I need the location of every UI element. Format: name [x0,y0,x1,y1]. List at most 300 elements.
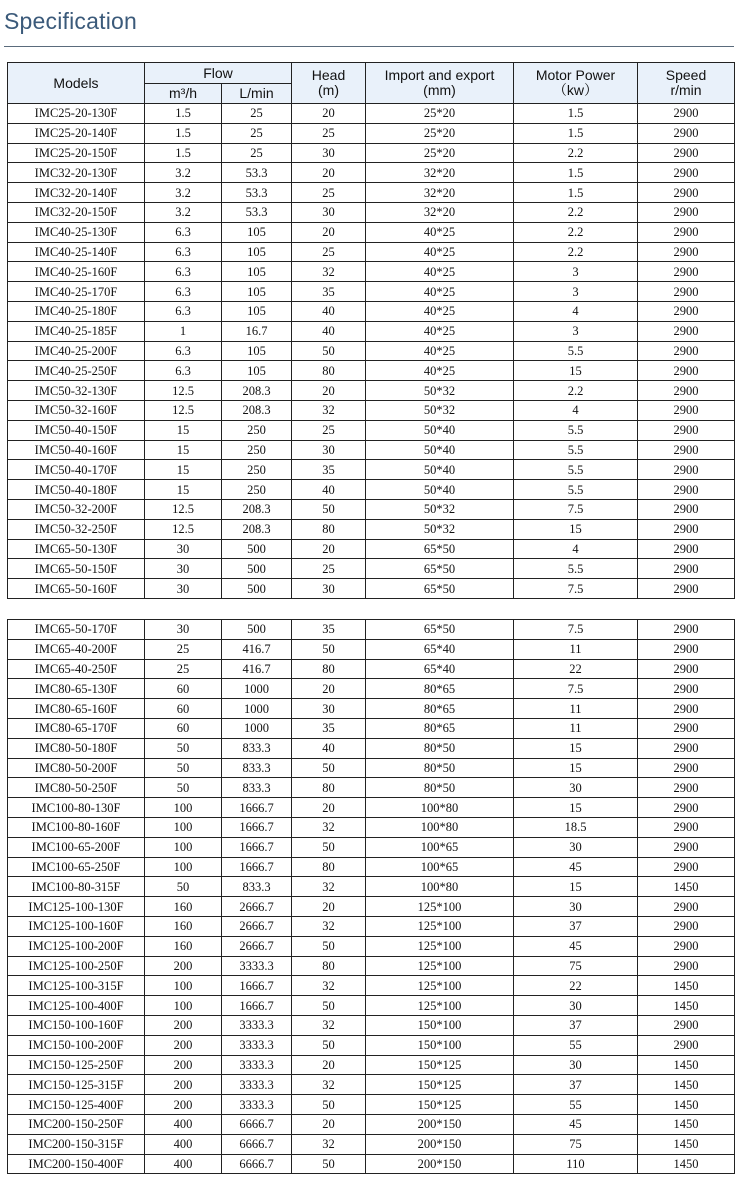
table-row [8,817,735,837]
cell-speed: 2900 [638,440,735,460]
cell-flow-lmin: 3333.3 [222,956,292,976]
cell-speed: 2900 [638,242,735,262]
table-row [8,104,735,124]
cell-flow-lmin: 500 [222,559,292,579]
cell-head: 35 [292,460,366,480]
table-row [8,1154,735,1174]
table-row [8,321,735,341]
header-speed-unit: r/min [670,82,702,98]
cell-flow-lmin: 500 [222,539,292,559]
cell-motor-power: 5.5 [514,420,638,440]
cell-speed: 2900 [638,321,735,341]
table-row [8,559,735,579]
cell-import-export: 25*20 [366,104,514,124]
cell-flow-m3h: 15 [145,440,222,460]
cell-head: 35 [292,620,366,640]
cell-flow-lmin: 1666.7 [222,857,292,877]
cell-flow-lmin: 6666.7 [222,1114,292,1134]
cell-head: 30 [292,699,366,719]
cell-flow-lmin: 1666.7 [222,798,292,818]
cell-flow-lmin: 16.7 [222,321,292,341]
cell-model: IMC50-32-200F [8,499,145,519]
header-flow-lmin: L/min [222,84,292,104]
table-row [8,341,735,361]
table-row [8,1114,735,1134]
header-head-unit: (m) [318,82,339,98]
cell-motor-power: 5.5 [514,341,638,361]
table-row [8,718,735,738]
cell-import-export: 150*125 [366,1055,514,1075]
cell-head: 40 [292,738,366,758]
cell-flow-m3h: 12.5 [145,519,222,539]
table-row [8,381,735,401]
cell-import-export: 50*32 [366,519,514,539]
cell-speed: 2900 [638,916,735,936]
cell-motor-power: 7.5 [514,620,638,640]
cell-import-export: 80*50 [366,758,514,778]
cell-flow-m3h: 200 [145,1015,222,1035]
cell-speed: 2900 [638,559,735,579]
table-row [8,877,735,897]
cell-flow-lmin: 1666.7 [222,996,292,1016]
cell-model: IMC50-32-130F [8,381,145,401]
cell-import-export: 125*100 [366,936,514,956]
cell-head: 50 [292,499,366,519]
cell-head: 50 [292,996,366,1016]
cell-head: 50 [292,639,366,659]
cell-head: 32 [292,400,366,420]
cell-head: 30 [292,143,366,163]
cell-flow-m3h: 100 [145,817,222,837]
header-head-label: Head [311,67,346,83]
table-row [8,400,735,420]
cell-model: IMC40-25-130F [8,222,145,242]
cell-motor-power: 15 [514,798,638,818]
table-row [8,916,735,936]
cell-motor-power: 15 [514,758,638,778]
cell-model: IMC50-40-180F [8,480,145,500]
cell-flow-lmin: 3333.3 [222,1035,292,1055]
table-row [8,519,735,539]
cell-motor-power: 11 [514,639,638,659]
cell-flow-m3h: 1.5 [145,104,222,124]
cell-flow-m3h: 6.3 [145,242,222,262]
cell-motor-power: 37 [514,1015,638,1035]
cell-motor-power: 30 [514,1055,638,1075]
cell-flow-lmin: 1000 [222,718,292,738]
cell-speed: 2900 [638,718,735,738]
cell-motor-power: 4 [514,539,638,559]
cell-flow-lmin: 833.3 [222,877,292,897]
cell-motor-power: 75 [514,1134,638,1154]
table-row [8,996,735,1016]
cell-head: 25 [292,559,366,579]
cell-import-export: 150*100 [366,1015,514,1035]
cell-import-export: 100*65 [366,837,514,857]
cell-motor-power: 18.5 [514,817,638,837]
cell-flow-m3h: 50 [145,738,222,758]
table-row [8,679,735,699]
cell-flow-lmin: 1666.7 [222,817,292,837]
cell-flow-lmin: 416.7 [222,659,292,679]
cell-speed: 2900 [638,519,735,539]
cell-speed: 1450 [638,1095,735,1115]
cell-motor-power: 11 [514,718,638,738]
cell-model: IMC150-125-315F [8,1075,145,1095]
cell-flow-lmin: 833.3 [222,738,292,758]
table-row [8,539,735,559]
cell-flow-m3h: 30 [145,620,222,640]
cell-model: IMC150-125-400F [8,1095,145,1115]
cell-import-export: 50*40 [366,460,514,480]
cell-import-export: 125*100 [366,916,514,936]
table-row [8,659,735,679]
table-row [8,123,735,143]
cell-speed: 2900 [638,361,735,381]
cell-model: IMC50-32-250F [8,519,145,539]
cell-flow-lmin: 500 [222,620,292,640]
cell-speed: 2900 [638,817,735,837]
cell-motor-power: 75 [514,956,638,976]
cell-model: IMC125-100-200F [8,936,145,956]
cell-speed: 2900 [638,857,735,877]
cell-head: 30 [292,579,366,599]
header-import-label: Import and export [384,67,495,83]
table-row [8,361,735,381]
cell-speed: 2900 [638,123,735,143]
cell-model: IMC80-50-180F [8,738,145,758]
cell-head: 20 [292,1055,366,1075]
cell-import-export: 65*40 [366,659,514,679]
cell-head: 20 [292,798,366,818]
cell-flow-m3h: 200 [145,1035,222,1055]
cell-speed: 2900 [638,659,735,679]
cell-motor-power: 4 [514,301,638,321]
cell-motor-power: 7.5 [514,499,638,519]
cell-flow-m3h: 60 [145,699,222,719]
cell-flow-m3h: 60 [145,718,222,738]
cell-import-export: 125*100 [366,897,514,917]
cell-speed: 1450 [638,1154,735,1174]
cell-speed: 2900 [638,222,735,242]
cell-speed: 2900 [638,499,735,519]
page-title: Specification [4,8,138,34]
cell-speed: 2900 [638,420,735,440]
cell-flow-lmin: 1000 [222,699,292,719]
cell-import-export: 50*32 [366,381,514,401]
cell-model: IMC100-80-160F [8,817,145,837]
table-row [8,440,735,460]
cell-speed: 2900 [638,738,735,758]
cell-speed: 2900 [638,341,735,361]
cell-import-export: 100*80 [366,798,514,818]
cell-motor-power: 3 [514,321,638,341]
cell-head: 20 [292,222,366,242]
cell-import-export: 200*150 [366,1154,514,1174]
cell-flow-m3h: 6.3 [145,341,222,361]
cell-motor-power: 55 [514,1035,638,1055]
cell-import-export: 100*80 [366,877,514,897]
header-import-export [366,63,514,104]
cell-flow-m3h: 6.3 [145,301,222,321]
cell-import-export: 125*100 [366,976,514,996]
cell-flow-m3h: 200 [145,1075,222,1095]
cell-flow-m3h: 12.5 [145,381,222,401]
header-import-unit: (mm) [423,82,456,98]
cell-speed: 2900 [638,282,735,302]
table-row [8,897,735,917]
cell-flow-lmin: 105 [222,222,292,242]
cell-model: IMC100-65-250F [8,857,145,877]
cell-flow-lmin: 250 [222,440,292,460]
table-row [8,242,735,262]
cell-head: 20 [292,679,366,699]
cell-head: 80 [292,659,366,679]
cell-speed: 2900 [638,579,735,599]
cell-model: IMC32-20-150F [8,202,145,222]
cell-motor-power: 45 [514,857,638,877]
cell-speed: 1450 [638,1055,735,1075]
cell-flow-lmin: 250 [222,420,292,440]
cell-head: 32 [292,1134,366,1154]
header-speed [638,63,735,104]
cell-flow-m3h: 30 [145,579,222,599]
table-row [8,202,735,222]
cell-flow-lmin: 105 [222,301,292,321]
cell-flow-m3h: 100 [145,837,222,857]
cell-flow-m3h: 6.3 [145,262,222,282]
cell-import-export: 65*50 [366,559,514,579]
cell-flow-lmin: 105 [222,341,292,361]
table-row [8,1055,735,1075]
cell-model: IMC40-25-185F [8,321,145,341]
cell-motor-power: 2.2 [514,222,638,242]
cell-import-export: 50*32 [366,499,514,519]
cell-import-export: 40*25 [366,282,514,302]
cell-import-export: 100*65 [366,857,514,877]
cell-import-export: 65*40 [366,639,514,659]
cell-head: 32 [292,1015,366,1035]
cell-motor-power: 7.5 [514,679,638,699]
cell-head: 25 [292,183,366,203]
cell-import-export: 150*125 [366,1095,514,1115]
cell-head: 40 [292,321,366,341]
cell-model: IMC80-50-250F [8,778,145,798]
cell-head: 25 [292,242,366,262]
cell-head: 20 [292,1114,366,1134]
cell-model: IMC65-50-150F [8,559,145,579]
cell-model: IMC80-65-160F [8,699,145,719]
cell-motor-power: 5.5 [514,559,638,579]
cell-flow-m3h: 100 [145,976,222,996]
table-row [8,262,735,282]
cell-head: 20 [292,104,366,124]
cell-model: IMC40-25-160F [8,262,145,282]
cell-motor-power: 15 [514,738,638,758]
cell-flow-m3h: 12.5 [145,499,222,519]
cell-head: 25 [292,420,366,440]
cell-import-export: 150*100 [366,1035,514,1055]
table-row [8,143,735,163]
table-row [8,460,735,480]
cell-speed: 2900 [638,301,735,321]
cell-flow-m3h: 100 [145,857,222,877]
cell-flow-m3h: 1 [145,321,222,341]
cell-motor-power: 1.5 [514,123,638,143]
cell-head: 80 [292,519,366,539]
cell-model: IMC65-40-250F [8,659,145,679]
cell-model: IMC32-20-140F [8,183,145,203]
table-row [8,620,735,640]
table-row [8,857,735,877]
cell-motor-power: 110 [514,1154,638,1174]
cell-flow-m3h: 30 [145,539,222,559]
table-row [8,639,735,659]
cell-import-export: 125*100 [366,996,514,1016]
cell-motor-power: 45 [514,1114,638,1134]
header-power-unit: （kw） [552,82,599,98]
cell-model: IMC80-50-200F [8,758,145,778]
cell-model: IMC25-20-140F [8,123,145,143]
cell-speed: 1450 [638,1075,735,1095]
cell-speed: 2900 [638,798,735,818]
cell-flow-lmin: 3333.3 [222,1095,292,1115]
cell-motor-power: 11 [514,699,638,719]
cell-motor-power: 15 [514,519,638,539]
table-row [8,758,735,778]
cell-motor-power: 7.5 [514,579,638,599]
cell-model: IMC100-80-130F [8,798,145,818]
cell-import-export: 40*25 [366,361,514,381]
cell-model: IMC125-100-315F [8,976,145,996]
cell-flow-lmin: 2666.7 [222,916,292,936]
cell-model: IMC40-25-180F [8,301,145,321]
table-row [8,301,735,321]
header-flow: Flow [145,63,292,84]
cell-head: 80 [292,361,366,381]
cell-flow-m3h: 160 [145,936,222,956]
cell-model: IMC200-150-250F [8,1114,145,1134]
table-row [8,1095,735,1115]
cell-head: 25 [292,123,366,143]
cell-model: IMC32-20-130F [8,163,145,183]
cell-motor-power: 45 [514,936,638,956]
cell-head: 32 [292,976,366,996]
cell-import-export: 40*25 [366,262,514,282]
cell-speed: 2900 [638,539,735,559]
cell-flow-m3h: 400 [145,1134,222,1154]
cell-motor-power: 1.5 [514,163,638,183]
table-row [8,1134,735,1154]
cell-flow-m3h: 3.2 [145,183,222,203]
cell-flow-m3h: 100 [145,996,222,1016]
cell-head: 32 [292,877,366,897]
table-row [8,480,735,500]
cell-model: IMC65-50-160F [8,579,145,599]
cell-model: IMC25-20-150F [8,143,145,163]
cell-import-export: 50*40 [366,420,514,440]
cell-motor-power: 22 [514,976,638,996]
cell-flow-m3h: 400 [145,1114,222,1134]
cell-flow-lmin: 208.3 [222,381,292,401]
cell-head: 50 [292,758,366,778]
cell-model: IMC40-25-170F [8,282,145,302]
cell-model: IMC150-100-160F [8,1015,145,1035]
cell-flow-lmin: 250 [222,480,292,500]
cell-speed: 2900 [638,837,735,857]
cell-flow-m3h: 15 [145,480,222,500]
cell-flow-m3h: 12.5 [145,400,222,420]
cell-flow-lmin: 3333.3 [222,1015,292,1035]
cell-motor-power: 3 [514,262,638,282]
cell-import-export: 80*65 [366,699,514,719]
cell-model: IMC25-20-130F [8,104,145,124]
spec-table-part-2-body [8,620,735,1174]
cell-import-export: 125*100 [366,956,514,976]
cell-speed: 2900 [638,936,735,956]
cell-head: 50 [292,1154,366,1174]
cell-speed: 2900 [638,956,735,976]
cell-flow-m3h: 25 [145,639,222,659]
cell-model: IMC80-65-130F [8,679,145,699]
cell-import-export: 200*150 [366,1114,514,1134]
cell-import-export: 32*20 [366,183,514,203]
cell-model: IMC125-100-130F [8,897,145,917]
cell-flow-m3h: 50 [145,877,222,897]
cell-head: 35 [292,718,366,738]
table-row [8,936,735,956]
cell-flow-m3h: 6.3 [145,222,222,242]
cell-model: IMC50-32-160F [8,400,145,420]
header-flow-m3h: m³/h [145,84,222,104]
cell-flow-lmin: 500 [222,579,292,599]
table-row [8,738,735,758]
cell-speed: 2900 [638,202,735,222]
cell-speed: 2900 [638,679,735,699]
cell-speed: 1450 [638,1114,735,1134]
header-speed-label: Speed [665,67,707,83]
cell-head: 80 [292,956,366,976]
cell-import-export: 80*50 [366,738,514,758]
cell-model: IMC125-100-400F [8,996,145,1016]
cell-flow-m3h: 15 [145,420,222,440]
cell-flow-lmin: 105 [222,242,292,262]
cell-model: IMC40-25-250F [8,361,145,381]
header-power-label: Motor Power [535,67,616,83]
cell-import-export: 100*80 [366,817,514,837]
cell-speed: 1450 [638,1134,735,1154]
cell-model: IMC150-100-200F [8,1035,145,1055]
table-row [8,163,735,183]
cell-flow-m3h: 160 [145,897,222,917]
cell-model: IMC150-125-250F [8,1055,145,1075]
header-models: Models [8,63,145,104]
cell-flow-m3h: 200 [145,1095,222,1115]
cell-import-export: 80*65 [366,679,514,699]
cell-flow-m3h: 3.2 [145,163,222,183]
cell-flow-m3h: 25 [145,659,222,679]
cell-head: 32 [292,916,366,936]
cell-motor-power: 1.5 [514,183,638,203]
cell-motor-power: 15 [514,877,638,897]
cell-speed: 2900 [638,620,735,640]
cell-head: 80 [292,857,366,877]
cell-motor-power: 1.5 [514,104,638,124]
cell-speed: 2900 [638,639,735,659]
cell-import-export: 80*65 [366,718,514,738]
cell-flow-m3h: 50 [145,778,222,798]
cell-speed: 2900 [638,897,735,917]
